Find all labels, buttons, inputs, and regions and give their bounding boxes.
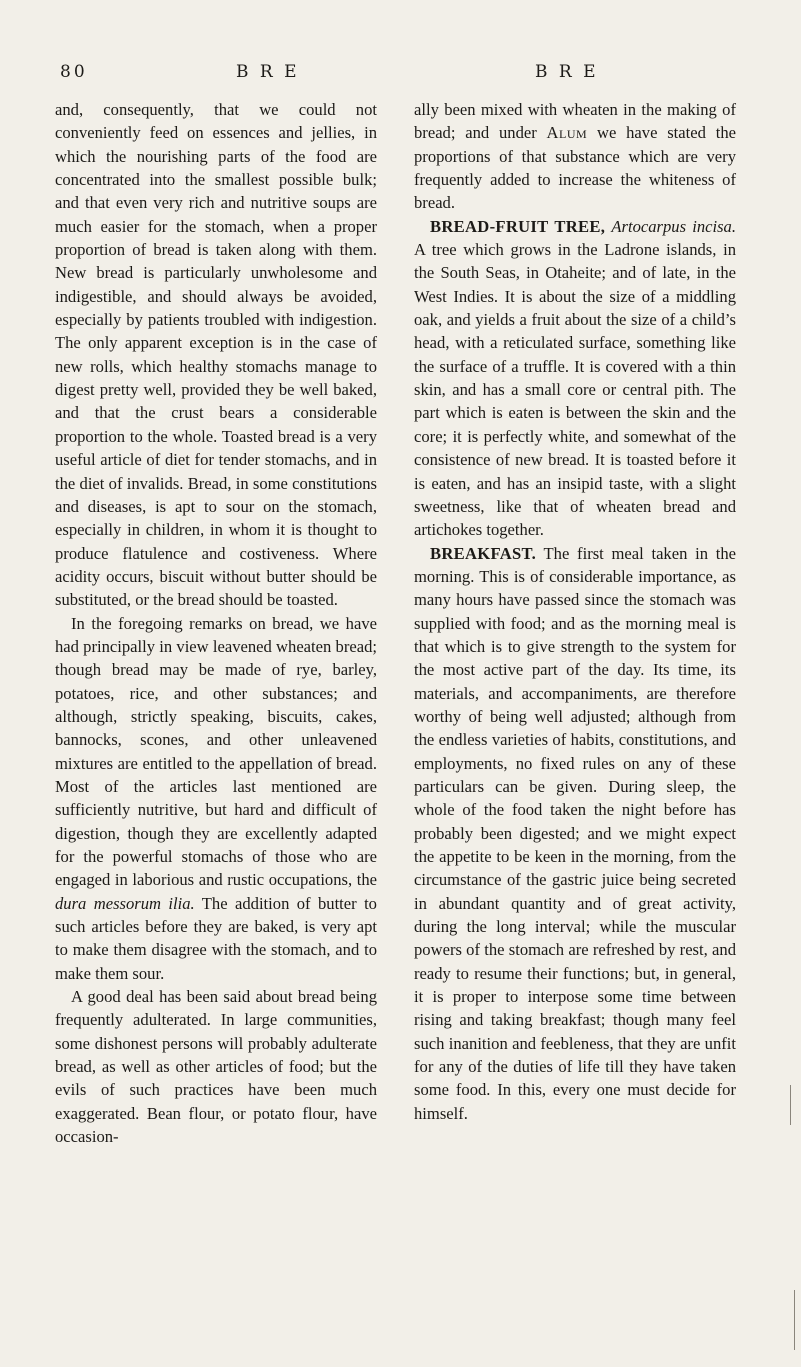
entry-bread-fruit-tree	[414, 215, 736, 542]
running-head	[0, 62, 801, 86]
running-head-right: B R E	[535, 62, 599, 82]
paragraph-text: we have stated the proportions of that substance which are very frequently added to increase the whiteness of bread.	[414, 123, 736, 213]
paragraph-text: In the foregoing remarks on bread, we have had principally in view leavened wheaten bread; though bread may be made of rye, barley, potatoes, rice, and other substances; and although, strictly speaking, biscuits, cakes, bannocks, scones, and other unleavened mixtures are entitled to the appellation of bread. Most of the articles last mentioned are sufficiently nutritive, but hard and difficult of digestion, though they are excellently adapted for the powerful stomachs of those who are engaged in laborious and rustic occupations, the	[55, 613, 377, 890]
paragraph-text: The addition of butter to such articles before they are baked, is very apt to make them disagree with the stomach, and to make them sour.	[55, 893, 377, 983]
cross-reference: Alum	[546, 123, 588, 143]
paragraph-bread-adulteration	[55, 985, 377, 1148]
page-number: 80	[60, 62, 88, 82]
running-head-left: B R E	[236, 62, 300, 82]
paragraph-bread-continued	[55, 98, 377, 612]
entry-text: The first meal taken in the morning. This is of considerable importance, as many hours have passed since the stomach was supplied with food; and as the morning meal is that which is to give strength to the system for the most active part of the day. Its time, its materials, and accompaniments, are therefore worthy of being well adjusted; although from the endless varieties of habits, constitutions, and employments, no fixed rules on any of these particulars can be given. During sleep, the whole of the food taken the night before has probably been digested; and we might expect the appetite to be keen in the morning, from the circumstance of the gastric juice being secreted in abundant quantity and of great activity, during the long interval; while the muscular powers of the stomach are refreshed by rest, and ready to resume their functions; but, in general, it is proper to interpose some time between rising and taking breakfast; though many feel such inanition and feebleness, that they are unfit for any of the duties of life till they have taken some food. In this, every one must decide for himself.	[414, 543, 736, 1123]
right-column	[414, 98, 736, 1125]
left-column	[55, 98, 377, 1148]
paragraph-bread-alum	[414, 98, 736, 215]
headword: BREAKFAST.	[430, 543, 537, 563]
latin-name: Artocarpus incisa.	[611, 216, 736, 236]
paragraph-text: and, consequently, that we could not conveniently feed on essences and jellies, in which the nourishing parts of the food are concentrated into the smallest possible bulk; and that even very rich and nutritive soups are much easier for the stomach, when a proper proportion of bread is taken along with them. New bread is particularly unwholesome and indigestible, and should always be avoided, especially by patients troubled with indigestion. The only apparent exception is in the case of new rolls, which healthy stomachs manage to digest pretty well, provided they be well baked, and that the crust bears a considerable proportion to the whole. Toasted bread is a very useful article of diet for tender stomachs, and in the diet of invalids. Bread, in some constitutions and diseases, is apt to sour on the stomach, especially in children, in whom it is thought to produce flatulence and costiveness. Where acidity occurs, biscuit without butter should be substituted, or the bread should be toasted.	[55, 100, 377, 610]
headword: BREAD-FRUIT TREE,	[430, 216, 606, 236]
paragraph-text: ally been mixed with wheaten in the making of bread; and under	[414, 100, 736, 143]
latin-phrase: dura messorum ilia.	[55, 893, 195, 913]
paragraph-text: A good deal has been said about bread being frequently adulterated. In large communities, some dishonest persons will probably adulterate bread, as well as other articles of food; but the evils of such practices have been much exaggerated. Bean flour, or potato flour, have occasion-	[55, 987, 377, 1147]
entry-text: A tree which grows in the Ladrone islands, in the South Seas, in Otaheite; and of late, in the West Indies. It is about the size of a middling oak, and yields a fruit about the size of a child’s head, with a reticulated surface, something like the surface of a truffle. It is covered with a thin skin, and has a small core or central pith. The part which is eaten is between the skin and the core; it is perfectly white, and somewhat of the consistence of new bread. It is toasted before it is eaten, and has an insipid taste, with a slight sweetness, like that of wheaten bread and artichokes together.	[414, 240, 736, 540]
margin-mark	[790, 1085, 791, 1125]
entry-breakfast	[414, 542, 736, 1126]
paragraph-bread-varieties	[55, 612, 377, 986]
margin-mark	[794, 1290, 795, 1350]
